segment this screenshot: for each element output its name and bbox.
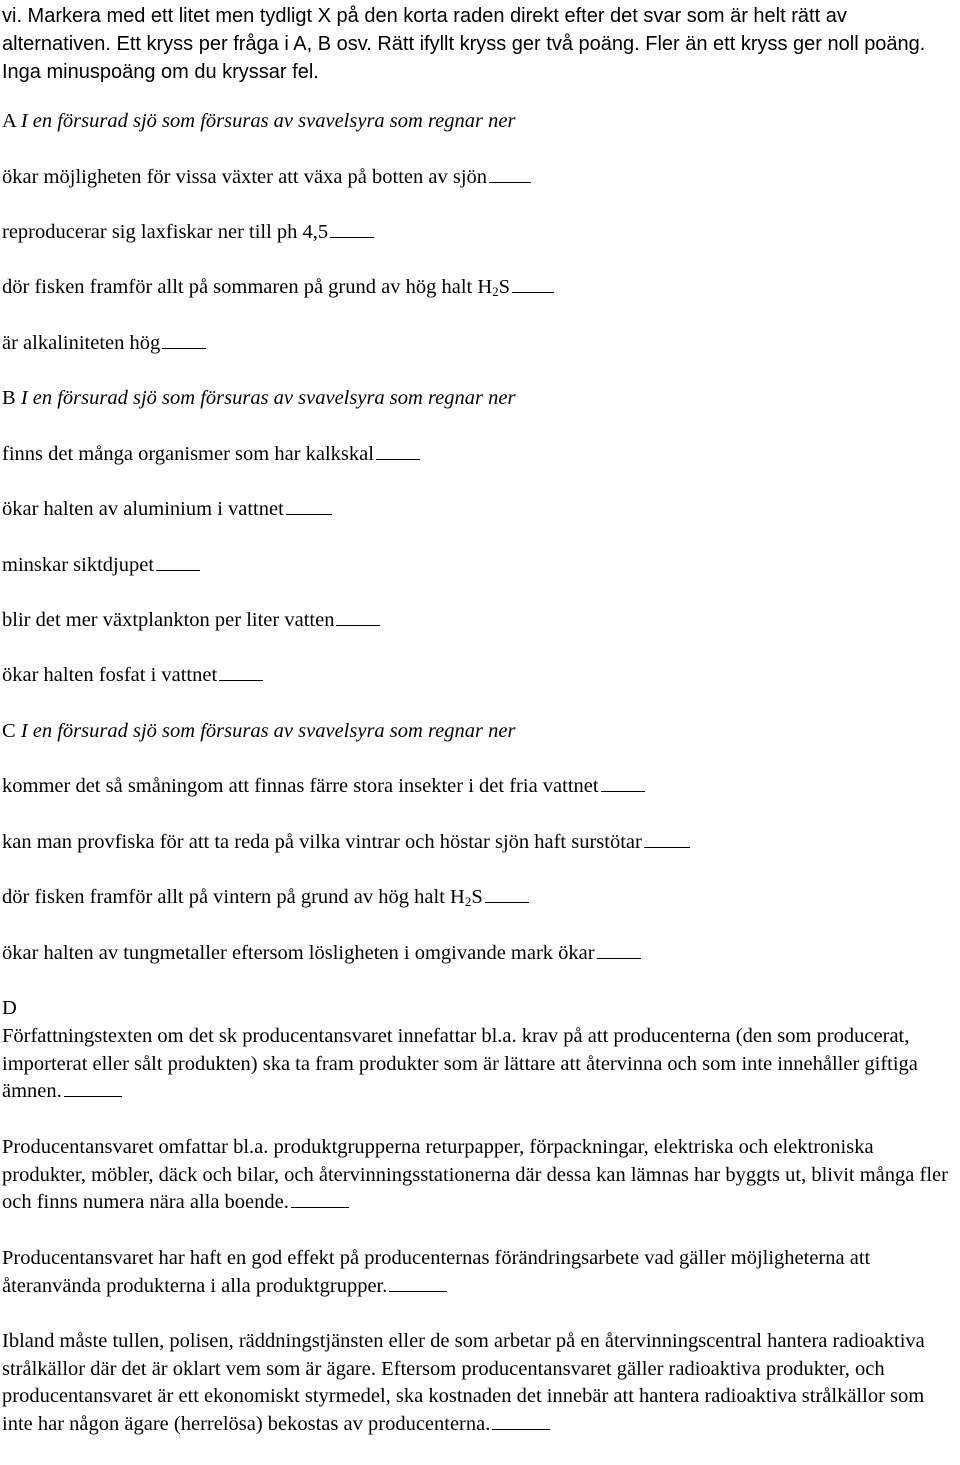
question-c-letter: C: [2, 720, 16, 742]
answer-blank[interactable]: [376, 458, 420, 460]
answer-blank[interactable]: [64, 1095, 122, 1097]
answer-blank[interactable]: [291, 1206, 349, 1208]
question-d-letter: D: [2, 997, 17, 1019]
answer-blank[interactable]: [389, 1290, 447, 1292]
answer-blank[interactable]: [162, 347, 206, 349]
question-a-option-3: [2, 274, 554, 300]
option-text: S: [498, 276, 511, 298]
answer-blank[interactable]: [492, 1428, 550, 1430]
question-b-letter: B: [2, 387, 16, 409]
answer-blank[interactable]: [286, 513, 332, 515]
option-text: S: [471, 886, 483, 908]
question-b-option-2: [2, 496, 332, 522]
option-text: dör fisken framför allt på sommaren på grund av hög halt H: [2, 276, 493, 298]
statement-text: Ibland måste tullen, polisen, räddningstjänsten eller de som arbetar på en återvinningscentral hantera radioaktiva strålkällor där det är oklart vem som är ägare. Eftersom producentansvaret gäller radioaktiva produkter, och producentansvaret är ett ekonomiskt styrmedel, ska kostnaden det innebär att hantera radioaktiva strålkällor som inte har någon ägare (herrelösa) bekostas av producenterna.: [2, 1330, 925, 1435]
option-text: ökar möjligheten för vissa växter att växa på botten av sjön: [2, 166, 488, 188]
option-text: minskar siktdjupet: [2, 554, 155, 576]
answer-blank[interactable]: [644, 846, 690, 848]
answer-blank[interactable]: [219, 679, 263, 681]
question-b-stem-text: I en försurad sjö som försuras av svavelsyra som regnar ner: [20, 387, 516, 409]
question-c-stem: [2, 718, 515, 744]
question-a-option-1: [2, 164, 531, 190]
option-text: blir det mer växtplankton per liter vatten: [2, 609, 335, 631]
subscript: 2: [492, 284, 499, 299]
question-c-stem-text: I en försurad sjö som försuras av svavelsyra som regnar ner: [20, 720, 516, 742]
question-d-statement-2: [2, 1134, 958, 1217]
instructions: vi. Markera med ett litet men tydligt X på den korta raden direkt efter det svar som är helt rätt av alternativen. Ett kryss per fråga i A, B osv. Rätt ifyllt kryss ger två poäng. Fler än ett kryss ger noll poäng. Inga minuspoäng om du kryssar fel.: [2, 5, 926, 83]
answer-blank[interactable]: [489, 181, 531, 183]
option-text: kan man provfiska för att ta reda på vilka vintrar och höstar sjön haft surstötar: [2, 831, 642, 853]
answer-blank[interactable]: [597, 957, 641, 959]
subscript: 2: [464, 894, 472, 909]
option-text: dör fisken framför allt på vintern på grund av hög halt H: [2, 886, 465, 908]
answer-blank[interactable]: [336, 624, 380, 626]
statement-text: Producentansvaret omfattar bl.a. produktgrupperna returpapper, förpackningar, elektriska och elektroniska produkter, möbler, däck och bilar, och återvinningsstationerna där dessa kan lämnas har byggts ut, blivit många fler och finns numera nära alla boende.: [2, 1136, 948, 1213]
option-text: ökar halten av aluminium i vattnet: [2, 498, 284, 520]
question-b-option-1: [2, 441, 420, 467]
option-text: ökar halten av tungmetaller eftersom lösligheten i omgivande mark ökar: [2, 942, 595, 964]
statement-text: Producentansvaret har haft en god effekt på producenternas förändringsarbete vad gäller möjligheterna att återanvända produkterna i alla produktgrupper.: [2, 1247, 871, 1297]
option-text: ökar halten fosfat i vattnet: [2, 664, 218, 686]
question-a-letter: A: [2, 110, 16, 132]
question-a-option-2: [2, 219, 374, 245]
option-text: reproducerar sig laxfiskar ner till ph 4,5: [2, 221, 329, 243]
option-text: finns det många organismer som har kalkskal: [2, 443, 374, 465]
question-c-option-1: [2, 773, 645, 799]
option-text: är alkaliniteten hög: [2, 332, 161, 354]
answer-blank[interactable]: [512, 291, 554, 293]
answer-blank[interactable]: [601, 790, 645, 792]
question-a-stem: [2, 108, 515, 134]
question-b-option-4: [2, 607, 380, 633]
answer-blank[interactable]: [330, 236, 374, 238]
question-d-statement-4: [2, 1328, 958, 1438]
answer-blank[interactable]: [485, 901, 529, 903]
question-d-statement-1: [2, 1023, 958, 1106]
question-a-stem-text: I en försurad sjö som försuras av svavelsyra som regnar ner: [20, 110, 516, 132]
question-c-option-4: [2, 940, 641, 966]
answer-blank[interactable]: [156, 569, 200, 571]
question-b-option-5: [2, 662, 263, 688]
option-text: kommer det så småningom att finnas färre stora insekter i det fria vattnet: [2, 775, 599, 797]
question-d-statement-3: [2, 1245, 958, 1300]
statement-text: Författningstexten om det sk producentansvaret innefattar bl.a. krav på att producenterna (den som producerat, importerat eller sålt produkten) ska ta fram produkter som är lättare att återvinna och som inte innehåller giftiga ämnen.: [2, 1025, 918, 1102]
question-c-option-3: [2, 884, 529, 910]
question-b-option-3: [2, 552, 200, 578]
question-c-option-2: [2, 829, 690, 855]
question-b-stem: [2, 385, 515, 411]
question-a-option-4: [2, 330, 206, 356]
